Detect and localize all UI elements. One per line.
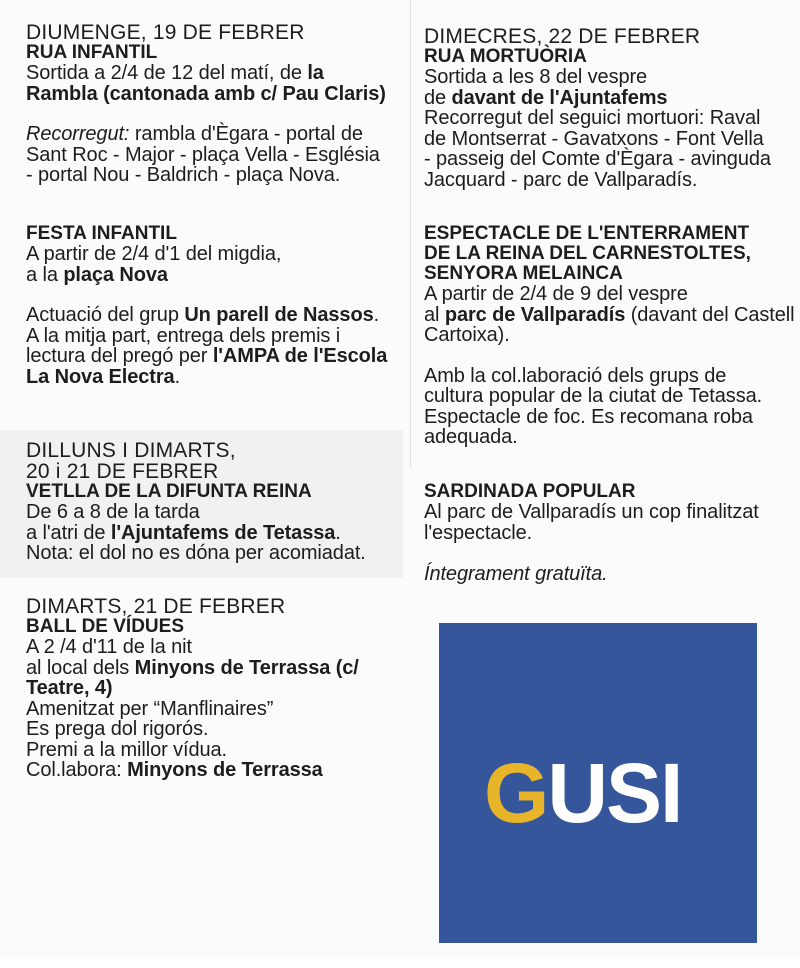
event-line: Teatre, 4) <box>26 677 113 699</box>
event-line: Nota: el dol no es dóna per acomiadat. <box>26 542 366 564</box>
event-title: SENYORA MELAINCA <box>424 263 623 284</box>
event-line: Premi a la millor vídua. <box>26 738 227 761</box>
gusi-logo-usi: USI <box>547 746 682 840</box>
event-festa-infantil <box>26 224 401 387</box>
event-line: al local dels Minyons de Terrassa (c/ <box>26 656 359 679</box>
event-line: La Nova Electra. <box>26 365 181 388</box>
event-title: RUA INFANTIL <box>26 42 158 63</box>
event-date: DILLUNS I DIMARTS, <box>26 439 236 462</box>
event-date: DIMARTS, 21 DE FEBRER <box>26 595 286 618</box>
event-title: FESTA INFANTIL <box>26 223 177 244</box>
event-line: de davant de l'Ajuntafems <box>424 86 668 109</box>
gusi-logo-text <box>484 746 682 840</box>
event-line: Rambla (cantonada amb c/ Pau Claris) <box>26 82 386 105</box>
event-vetlla <box>26 440 401 564</box>
event-line: Sortida a les 8 del vespre <box>424 66 648 88</box>
event-line: Jacquard - parc de Vallparadís. <box>424 168 698 191</box>
route-line: Sant Roc - Major - plaça Vella - Església <box>26 143 380 166</box>
event-line: lectura del pregó per l'AMPA de l'Escola <box>26 345 388 367</box>
event-line: Espectacle de foc. Es recomana roba <box>424 405 753 428</box>
event-line: Col.labora: Minyons de Terrassa <box>26 759 323 781</box>
event-line: Recorregut del seguici mortuori: Raval <box>424 107 761 129</box>
event-line: al parc de Vallparadís (davant del Castell <box>424 303 795 326</box>
event-title: DE LA REINA DEL CARNESTOLTES, <box>424 243 751 264</box>
column-divider <box>410 0 411 468</box>
event-date: 20 i 21 DE FEBRER <box>26 460 219 483</box>
event-line: a l'atri de l'Ajuntafems de Tetassa. <box>26 521 341 544</box>
event-title: VETLLA DE LA DIFUNTA REINA <box>26 481 312 502</box>
event-espectacle <box>424 223 795 448</box>
gusi-logo-g: G <box>484 746 548 840</box>
event-line: De 6 a 8 de la tarda <box>26 501 200 523</box>
event-title: SARDINADA POPULAR <box>424 481 636 502</box>
event-rua-mortuoria <box>424 26 779 190</box>
event-sardinada <box>424 482 779 585</box>
route-line: - portal Nou - Baldrich - plaça Nova. <box>26 164 341 186</box>
event-title: ESPECTACLE DE L'ENTERRAMENT <box>424 223 750 244</box>
event-line: l'espectacle. <box>424 521 533 544</box>
free-entry-note: Íntegrament gratuïta. <box>424 563 608 585</box>
route-line: Recorregut: rambla d'Ègara - portal de <box>26 123 363 145</box>
page-edge <box>0 958 800 968</box>
gusi-logo <box>439 623 757 943</box>
event-line: adequada. <box>424 426 518 448</box>
event-line: A partir de 2/4 d'1 del migdia, <box>26 243 282 265</box>
event-title: RUA MORTUÒRIA <box>424 46 587 67</box>
event-line: de Montserrat - Gavatxons - Font Vella <box>424 127 764 150</box>
event-line: Amenitzat per “Manflinaires” <box>26 697 274 720</box>
event-line: Es prega dol rigorós. <box>26 718 209 740</box>
event-rua-infantil <box>26 22 401 186</box>
event-line: Actuació del grup Un parell de Nassos. <box>26 304 380 326</box>
event-ball-de-vidues <box>26 596 401 781</box>
event-line: A la mitja part, entrega dels premis i <box>26 324 341 347</box>
event-line: A partir de 2/4 de 9 del vespre <box>424 283 688 305</box>
event-date: DIMECRES, 22 DE FEBRER <box>424 25 701 48</box>
event-date: DIUMENGE, 19 DE FEBRER <box>26 21 305 44</box>
event-line: Amb la col.laboració dels grups de <box>424 364 727 387</box>
event-line: - passeig del Comte d'Ègara - avinguda <box>424 148 771 170</box>
event-line: a la plaça Nova <box>26 263 168 286</box>
event-line: A 2 /4 d'11 de la nit <box>26 636 192 658</box>
event-line: cultura popular de la ciutat de Tetassa. <box>424 385 763 407</box>
event-title: BALL DE VÍDUES <box>26 616 185 637</box>
event-line: Sortida a 2/4 de 12 del matí, de la <box>26 62 324 84</box>
event-line: Cartoixa). <box>424 324 510 346</box>
event-line: Al parc de Vallparadís un cop finalitzat <box>424 501 759 523</box>
